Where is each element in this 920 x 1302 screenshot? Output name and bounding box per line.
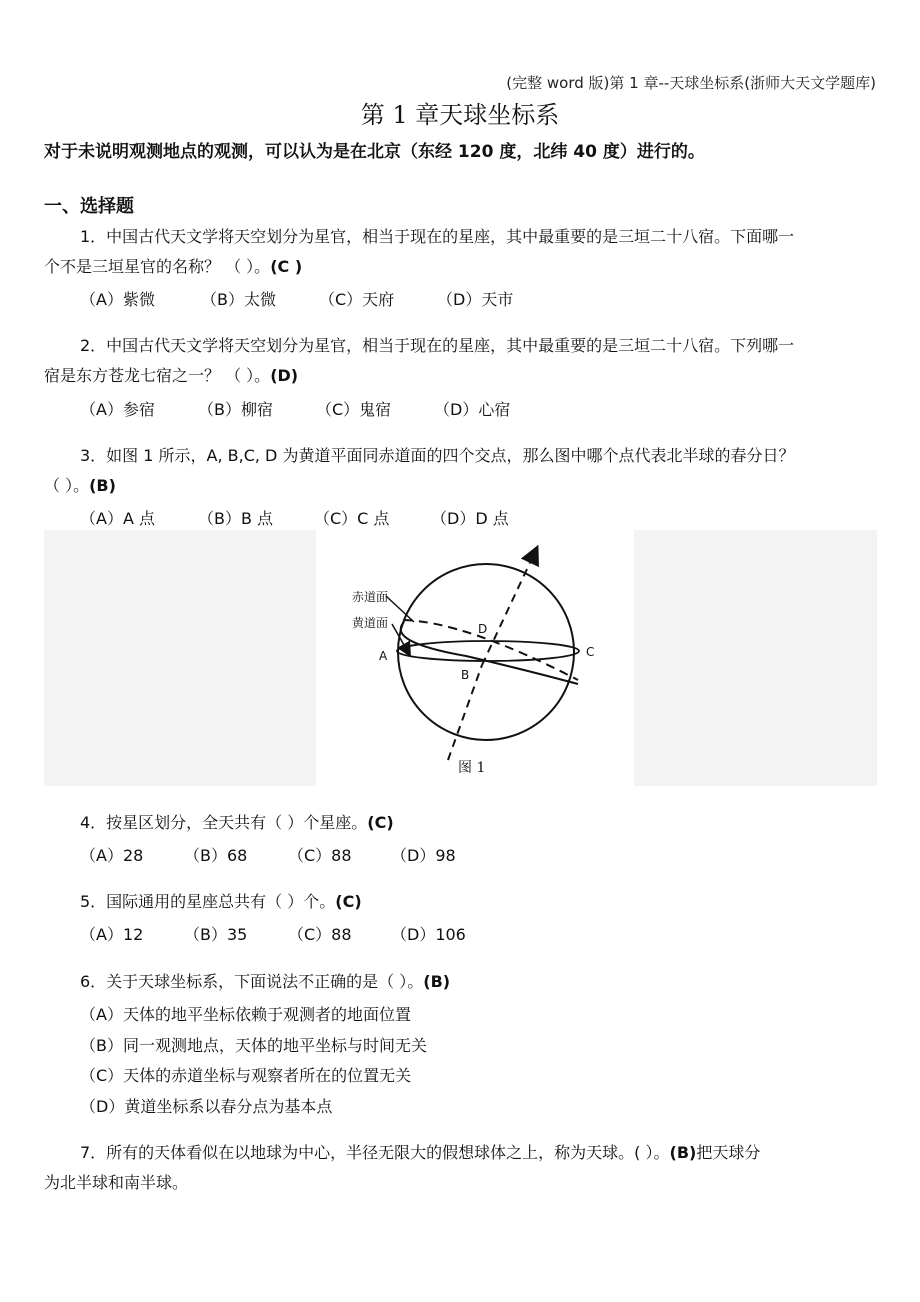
- question-7-text: 7．所有的天体看似在以地球为中心，半径无限大的假想球体之上，称为天球。( ）。: [80, 1143, 670, 1162]
- question-3-option-d: （D）D 点: [431, 509, 509, 528]
- section-title: 一、选择题: [44, 196, 134, 217]
- question-5-answer: (C): [335, 892, 362, 911]
- question-5-text: 5．国际通用的星座总共有（ ）个。: [80, 892, 336, 911]
- celestial-sphere-diagram: [316, 530, 634, 786]
- question-3-line2: [44, 471, 116, 501]
- question-6-option-b: （B）同一观测地点，天体的地平坐标与时间无关: [80, 1036, 427, 1055]
- question-3-option-b: （B）B 点: [198, 509, 274, 528]
- question-6-answer: (B): [423, 972, 451, 991]
- question-7-line2: 为北半球和南半球。: [44, 1173, 189, 1192]
- celestial-sphere-outline: [398, 564, 574, 740]
- question-4-option-b: （B）68: [184, 846, 248, 865]
- question-2-option-b: （B）柳宿: [198, 400, 273, 419]
- question-6-option-a: （A）天体的地平坐标依赖于观测者的地面位置: [80, 1005, 411, 1024]
- question-5-option-d: （D）106: [391, 925, 466, 944]
- question-1-answer: (C ): [270, 257, 303, 276]
- question-6-option-d: （D）黄道坐标系以春分点为基本点: [80, 1097, 333, 1116]
- question-3-text: （ ）。: [44, 476, 90, 495]
- label-point-b: B: [461, 668, 470, 682]
- question-1-line1: 1．中国古代天文学将天空划分为星官，相当于现在的星座，其中最重要的是三垣二十八宿。下面哪一: [80, 227, 795, 246]
- question-2-line1: 2．中国古代天文学将天空划分为星官，相当于现在的星座，其中最重要的是三垣二十八宿。下列哪一: [80, 336, 795, 355]
- question-2-line2: [44, 361, 298, 391]
- question-4-answer: (C): [367, 813, 394, 832]
- question-1-option-c: （C）天府: [319, 290, 395, 309]
- label-point-d: D: [478, 622, 488, 636]
- question-6-line1: [80, 967, 450, 997]
- label-point-a: A: [379, 649, 388, 663]
- question-2-option-c: （C）鬼宿: [316, 400, 392, 419]
- ecliptic-back-arc: [404, 620, 578, 680]
- question-5-option-c: （C）88: [288, 925, 352, 944]
- question-4-text: 4．按星区划分，全天共有（ ）个星座。: [80, 813, 368, 832]
- question-3-option-c: （C）C 点: [314, 509, 390, 528]
- question-7-tail: 把天球分: [696, 1143, 761, 1162]
- question-4-line1: [80, 808, 394, 838]
- question-4-option-d: （D）98: [391, 846, 456, 865]
- question-2-text: 宿是东方苍龙七宿之一？ （ ）。: [44, 366, 271, 385]
- question-1-option-b: （B）太微: [201, 290, 276, 309]
- figure-1: [316, 530, 634, 786]
- question-2-answer: (D): [270, 366, 299, 385]
- question-6-option-c: （C）天体的赤道坐标与观察者所在的位置无关: [80, 1066, 412, 1085]
- question-2-option-d: （D）心宿: [434, 400, 511, 419]
- question-3-answer: (B): [89, 476, 116, 495]
- question-1-option-d: （D）天市: [437, 290, 514, 309]
- chapter-title: 第 1 章天球坐标系: [360, 101, 560, 129]
- question-5-option-a: （A）12: [80, 925, 144, 944]
- label-point-c: C: [586, 645, 595, 659]
- question-1-line2: [44, 252, 302, 282]
- question-2-option-a: （A）参宿: [80, 400, 155, 419]
- intro-note: 对于未说明观测地点的观测，可以认为是在北京（东经 120 度，北纬 40 度）进行的。: [44, 142, 705, 162]
- label-huangdao: 黄道面: [352, 616, 389, 630]
- question-3-option-a: （A）A 点: [80, 509, 155, 528]
- question-3-line1: 3．如图 1 所示，A, B,C, D 为黄道平面同赤道面的四个交点，那么图中哪个点代表北半球的春分日？: [80, 446, 795, 465]
- figure-caption: 图 1: [458, 760, 486, 776]
- question-1-option-a: （A）紫微: [80, 290, 155, 309]
- question-1-text: 个不是三垣星官的名称？ （ ）。: [44, 257, 271, 276]
- question-5-option-b: （B）35: [184, 925, 248, 944]
- question-7-answer: (B): [669, 1143, 697, 1162]
- question-4-option-a: （A）28: [80, 846, 144, 865]
- label-chidao: 赤道面: [352, 590, 389, 604]
- ecliptic-front-arc: [401, 622, 578, 684]
- question-4-option-c: （C）88: [288, 846, 352, 865]
- question-7-line1: [80, 1138, 760, 1168]
- question-5-line1: [80, 887, 362, 917]
- document-header: (完整 word 版)第 1 章--天球坐标系(浙师大天文学题库): [506, 74, 876, 92]
- question-6-text: 6．关于天球坐标系，下面说法不正确的是（ ）。: [80, 972, 424, 991]
